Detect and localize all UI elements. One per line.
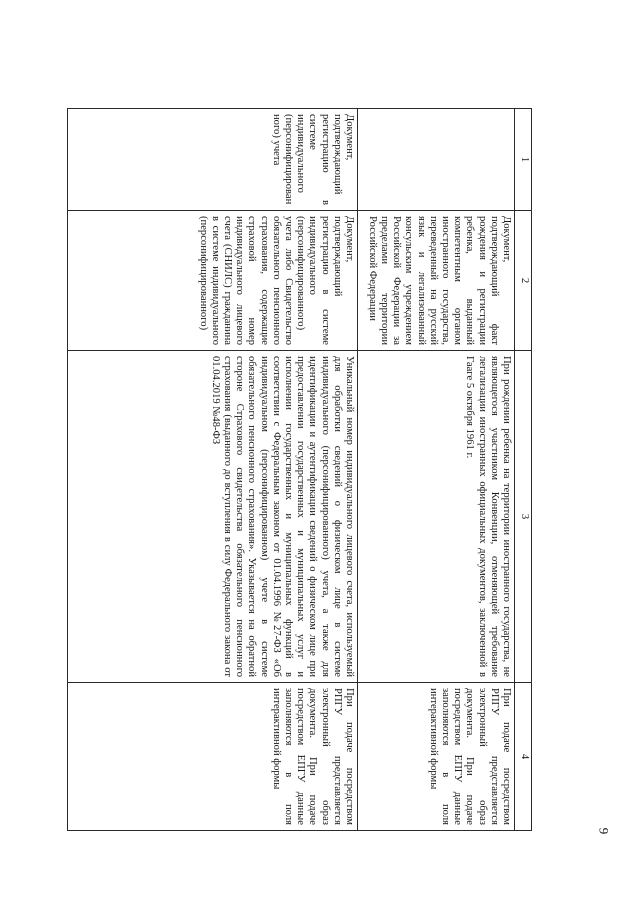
table-header-row	[515, 109, 532, 831]
document-description-cell: При рождении ребенка на территории иностранного государства, не являющегося участником Конвенции, отменяющей требование легализации иностранных официальных документов, заключенной в Гааге 5 октября 1961 г.	[358, 351, 515, 683]
column-number-1: 1	[515, 109, 532, 211]
document-name-cell: Документ, подтверждающий регистрацию в системе индивидуального (персонифицированного) учета либо Свидетельство обязательного пенсионного страхования, содержащие страховой номер индивидуального лицевого счета (СНИЛС) гражданина в системе индивидуального (персонифицированного)	[68, 211, 358, 351]
document-table	[67, 108, 532, 831]
column-number-3: 3	[515, 351, 532, 683]
document-category-cell: Документ, подтверждающий регистрацию в системе индивидуального (персонифицированного) учета	[68, 109, 358, 211]
table-row	[358, 109, 515, 831]
document-description-cell: Уникальный номер индивидуального лицевого счета, используемый для обработки сведений о физическом лице в системе индивидуального (персонифицированного) учета, а также для идентификации и аутентификации сведений о физическом лице при предоставлении государственных и муниципальных услуг и исполнении государственных и муниципальных функций в соответствии с Федеральным законом от 01.04.1996 №27-ФЗ «Об индивидуальном (персонифицированном) учете в системе обязательного пенсионного страхования». Указывается на обратной стороне Страхового свидетельства обязательного пенсионного страхования (выданного до вступления в силу Федерального закона от 01.04.2019 №48-ФЗ	[68, 351, 358, 683]
document-category-cell	[358, 109, 515, 211]
submission-note-cell: При подаче посредством РПГУ представляется электронный образ документа. При подаче посредством ЕПГУ данные заполняются в поля интерактивной формы	[68, 683, 358, 831]
document-name-cell: Документ, подтверждающий факт рождения и регистрации ребенка, выданный компетентным органом иностранного государства, переведенный на русский язык и легализованный консульским учреждением Российской Федерации за пределами территории Российской Федерации	[358, 211, 515, 351]
page-number: 9	[596, 827, 612, 835]
table-row	[68, 109, 358, 831]
rotated-table-wrapper	[60, 108, 532, 830]
column-number-4: 4	[515, 683, 532, 831]
column-number-2: 2	[515, 211, 532, 351]
submission-note-cell: При подаче посредством РПГУ представляется электронный образ документа. При подаче посредством ЕПГУ данные заполняются в поля интерактивной формы	[358, 683, 515, 831]
